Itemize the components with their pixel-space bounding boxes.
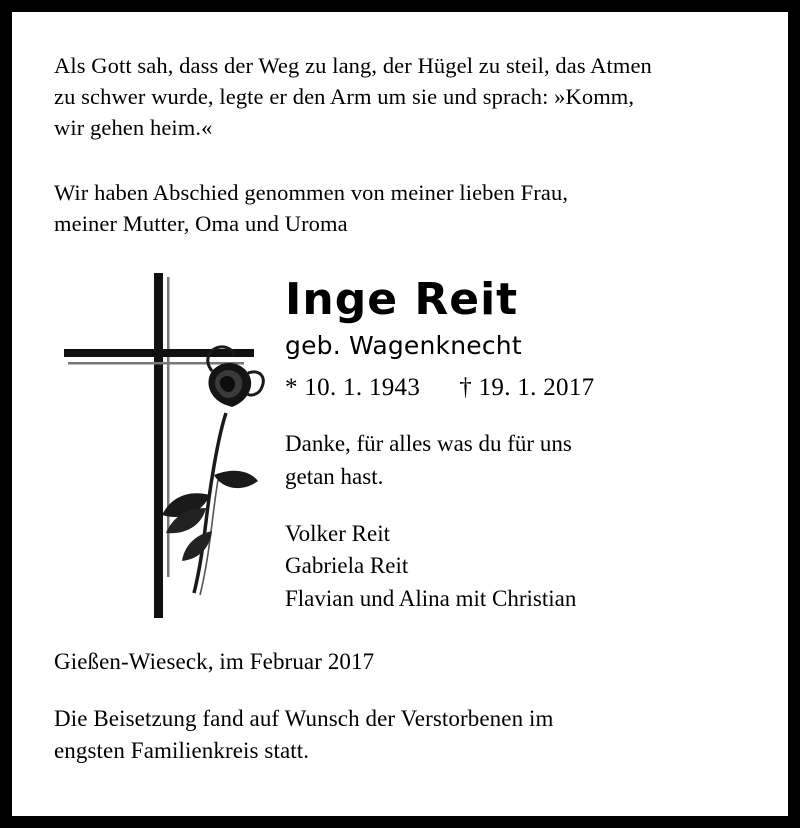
deceased-name: Inge Reit bbox=[285, 274, 519, 326]
verse-line-3: wir gehen heim.« bbox=[54, 115, 213, 141]
survivor-1: Volker Reit bbox=[285, 520, 390, 546]
thanks-line-2: getan hast. bbox=[285, 464, 384, 490]
maiden-name: geb. Wagenknecht bbox=[285, 331, 522, 361]
thanks-line-1: Danke, für alles was du für uns bbox=[285, 431, 572, 457]
obituary-notice bbox=[12, 12, 788, 816]
survivors-block bbox=[285, 518, 746, 616]
closing-block bbox=[54, 703, 746, 767]
thanks-block bbox=[285, 428, 715, 493]
verse-line-2: zu schwer wurde, legte er den Arm um sie und sprach: »Komm, bbox=[54, 84, 635, 110]
survivor-2: Gabriela Reit bbox=[285, 553, 409, 579]
cross-with-rose-icon bbox=[54, 263, 279, 623]
deceased-details bbox=[279, 263, 746, 615]
intro-line-1: Wir haben Abschied genommen von meiner lieben Frau, bbox=[54, 180, 569, 206]
life-dates bbox=[285, 374, 746, 402]
death-date: † 19. 1. 2017 bbox=[459, 374, 595, 402]
closing-line-2: engsten Familienkreis statt. bbox=[54, 738, 310, 764]
place-and-date: Gießen-Wieseck, im Februar 2017 bbox=[54, 649, 375, 675]
birth-date: * 10. 1. 1943 bbox=[285, 374, 421, 402]
verse-block bbox=[54, 50, 746, 143]
closing-line-1: Die Beisetzung fand auf Wunsch der Verstorbenen im bbox=[54, 706, 554, 732]
verse-line-1: Als Gott sah, dass der Weg zu lang, der Hügel zu steil, das Atmen bbox=[54, 53, 652, 78]
intro-line-2: meiner Mutter, Oma und Uroma bbox=[54, 211, 348, 237]
center-block bbox=[54, 263, 746, 623]
survivor-3: Flavian und Alina mit Christian bbox=[285, 586, 577, 612]
intro-block bbox=[54, 177, 746, 239]
